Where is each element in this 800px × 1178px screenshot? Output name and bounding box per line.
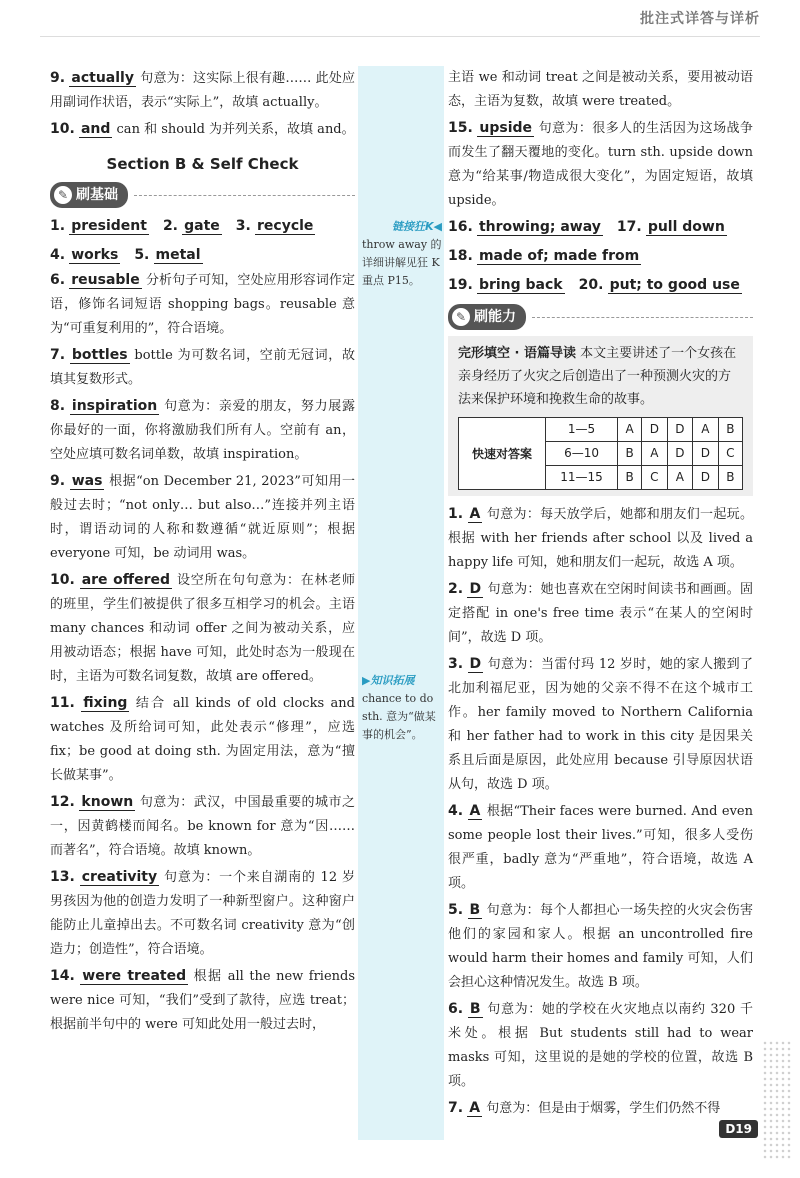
item-explanation: 句意为：当雷付玛 12 岁时，她的家人搬到了北加利福尼亚，因为她的父亲不得不在这个城市工作。her family moved to Northern California 和 her father had to work in this city 是因果关系且后面是原因，此处应用 because 引导原因状语从句，故选 D 项。 — [448, 657, 753, 792]
quick-answer — [134, 243, 202, 268]
item-answer: B — [469, 902, 481, 918]
item-number: 10. — [50, 572, 75, 588]
item-number: 6. — [448, 1001, 464, 1017]
item-explanation: 句意为：每天放学后，她都和朋友们一起玩。根据 with her friends after school 以及 lived a happy life 可知，她和朋友们一起玩，故选 A 项。 — [448, 507, 753, 570]
item-answer: inspiration — [71, 398, 158, 414]
item-number: 1. — [448, 506, 464, 522]
item-explanation: can 和 should 为并列关系，故填 and。 — [116, 122, 355, 137]
answer-cell: C — [718, 442, 742, 466]
item-answer: recycle — [257, 218, 314, 234]
item-answer: fixing — [83, 695, 128, 711]
item-explanation: 设空所在句句意为：在林老师的班里，学生们被提供了很多互相学习的机会。主语 many chances 和动词 offer 之间为被动关系，应用被动语态；根据 have 可知，此处时态为一般现在时，主语为可数名词复数，故填 are offered。 — [50, 573, 355, 684]
item-answer: D — [469, 656, 482, 672]
item-number: 20. — [578, 277, 604, 293]
answer-cell: D — [693, 466, 719, 490]
item-explanation: 句意为：但是由于烟雾，学生们仍然不得 — [486, 1101, 721, 1116]
item-answer: D — [469, 581, 482, 597]
item-answer: A — [469, 1100, 481, 1116]
answer-cell: D — [642, 418, 668, 442]
answer-cell: B — [718, 466, 742, 490]
item-answer: and — [80, 121, 111, 137]
cloze-intro: 本文主要讲述了一个女孩在亲身经历了火灾之后创造出了一种预测火灾的方法来保护环境和挽救生命的故事。 — [458, 346, 737, 407]
item-answer: are offered — [81, 572, 171, 588]
margin-note-text: chance to do sth. 意为“做某事的机会”。 — [362, 692, 436, 741]
quick-answer — [617, 215, 727, 240]
answer-cell: A — [642, 442, 668, 466]
item-number: 4. — [448, 803, 464, 819]
item-answer: upside — [479, 120, 533, 136]
badge-divider — [134, 195, 355, 196]
answer-cell: A — [667, 466, 693, 490]
answer-cell: D — [667, 418, 693, 442]
right-column — [448, 66, 753, 1123]
item-number: 6. — [50, 272, 66, 288]
badge-divider — [532, 317, 753, 318]
item-number: 3. — [448, 656, 464, 672]
page-header: 批注式详答与详析 — [640, 11, 760, 27]
item-answer: were treated — [82, 968, 187, 984]
item-number: 10. — [50, 121, 75, 137]
item-explanation: 句意为：她的学校在火灾地点以南约 320 千米处。根据 But students still had to wear masks 可知，这里说的是她的学校的位置，故选 B 项。 — [448, 1002, 753, 1089]
answer-cell: B — [618, 442, 642, 466]
quick-answer — [50, 214, 149, 239]
answer-item — [50, 865, 355, 962]
item-number: 15. — [448, 120, 473, 136]
answer-item — [50, 469, 355, 566]
answer-item — [448, 898, 753, 995]
answer-item — [448, 502, 753, 575]
item-number: 12. — [50, 794, 75, 810]
section-badge — [50, 182, 355, 208]
answer-item — [448, 652, 753, 797]
left-column — [50, 66, 355, 1039]
answer-item — [50, 394, 355, 467]
item-answer: bottles — [71, 347, 128, 363]
item-answer: known — [81, 794, 134, 810]
item-explanation: 句意为：很多人的生活因为这场战争而发生了翻天覆地的变化。turn sth. upside down 意为“给某事/物造成很大变化”，为固定短语，故填 upside。 — [448, 121, 753, 208]
answer-item — [448, 1096, 753, 1121]
quick-answer — [448, 244, 641, 269]
badge-pill — [50, 182, 128, 208]
margin-note-tag: ▶知识拓展 — [362, 674, 415, 687]
section-title: Section B & Self Check — [106, 155, 299, 173]
item-answer: pull down — [647, 219, 725, 235]
item-answer: president — [71, 218, 147, 234]
item-answer: metal — [155, 247, 201, 263]
answer-cell: B — [718, 418, 742, 442]
answer-item — [50, 117, 355, 142]
item-number: 8. — [50, 398, 66, 414]
item-explanation: 句意为：一个来自湖南的 12 岁男孩因为他的创造力发明了一种新型窗户。这种窗户能防止儿童掉出去。不可数名词 creativity 意为“创造力；创造性”，符合语境。 — [50, 870, 355, 957]
answer-cell: D — [667, 442, 693, 466]
badge-label: 刷基础 — [76, 187, 118, 203]
answer-item — [448, 116, 753, 213]
item-number: 5. — [134, 247, 150, 263]
answer-cell: A — [618, 418, 642, 442]
item-number: 1. — [50, 218, 66, 234]
item-answer: gate — [184, 218, 220, 234]
item-number: 4. — [50, 247, 66, 263]
answer-item — [50, 964, 355, 1037]
answer-item — [448, 799, 753, 896]
quick-answer — [50, 243, 120, 268]
item-explanation: 句意为：这实际上很有趣…… 此处应用副词作状语，表示“实际上”，故填 actually。 — [50, 71, 355, 110]
item-answer: bring back — [478, 277, 563, 293]
margin-note-knowledge — [362, 672, 442, 744]
answer-item — [448, 577, 753, 650]
item-number: 17. — [616, 219, 642, 235]
item-explanation: 句意为：亲爱的朋友，努力展露你最好的一面，你将激励我们所有人。空前有 an，空处应填可数名词单数，故填 inspiration。 — [50, 399, 355, 462]
brush-icon: ✎ — [452, 308, 470, 326]
answer-table — [458, 417, 743, 490]
quick-answer — [448, 273, 565, 298]
item-number: 7. — [448, 1100, 464, 1116]
margin-note-tag: 链接狂K◀ — [392, 220, 442, 233]
answer-table-label: 快速对答案 — [459, 418, 546, 490]
answer-table-row — [459, 418, 743, 442]
answer-range: 1—5 — [546, 418, 618, 442]
item-number: 19. — [448, 277, 473, 293]
page-number: D19 — [719, 1120, 758, 1138]
continued-text: 主语 we 和动词 treat 之间是被动关系，要用被动语态，主语为复数，故填 were treated。 — [448, 70, 753, 109]
item-explanation: bottle 为可数名词，空前无冠词，故填其复数形式。 — [50, 348, 355, 387]
item-answer: was — [71, 473, 103, 489]
item-number: 2. — [162, 218, 178, 234]
quick-answer — [579, 273, 742, 298]
cloze-title: 完形填空 · 语篇导读 — [458, 346, 576, 361]
margin-note-link — [362, 218, 442, 290]
item-answer: reusable — [71, 272, 140, 288]
edge-decoration — [762, 1040, 792, 1160]
answer-range: 11—15 — [546, 466, 618, 490]
item-explanation: 分析句子可知，空处应用形容词作定语，修饰名词短语 shopping bags。reusable 意为“可重复利用的”，符合语境。 — [50, 273, 355, 336]
answer-item — [50, 790, 355, 863]
quick-answer — [236, 214, 316, 239]
section-badge — [448, 304, 753, 330]
item-answer: actually — [71, 70, 134, 86]
item-answer: creativity — [81, 869, 158, 885]
item-number: 3. — [235, 218, 251, 234]
answer-range: 6—10 — [546, 442, 618, 466]
answer-item — [50, 268, 355, 341]
answer-cell: D — [693, 442, 719, 466]
item-number: 5. — [448, 902, 464, 918]
item-number: 9. — [50, 70, 66, 86]
answer-item — [448, 997, 753, 1094]
item-number: 7. — [50, 347, 66, 363]
item-answer: works — [71, 247, 119, 263]
item-answer: B — [469, 1001, 481, 1017]
header-divider — [40, 36, 760, 37]
badge-pill — [448, 304, 526, 330]
item-number: 18. — [448, 248, 473, 264]
answer-item — [50, 66, 355, 115]
item-number: 9. — [50, 473, 66, 489]
quick-answer — [163, 214, 222, 239]
item-explanation: 句意为：她也喜欢在空闲时间读书和画画。固定搭配 in one's free time 表示“在某人的空闲时间”，故选 D 项。 — [448, 582, 753, 645]
item-number: 13. — [50, 869, 75, 885]
item-explanation: 句意为：每个人都担心一场失控的火灾会伤害他们的家园和家人。根据 an uncontrolled fire would harm their homes and family 可知，人们会担心这种情况发生。故选 B 项。 — [448, 903, 753, 990]
item-answer: A — [469, 803, 481, 819]
answer-item — [50, 691, 355, 788]
quick-answer — [448, 215, 603, 240]
item-number: 2. — [448, 581, 464, 597]
item-answer: throwing; away — [478, 219, 601, 235]
item-explanation: 根据“Their faces were burned. And even some people lost their lives.”可知，很多人受伤很严重，badly 意为“严重地”，符合语境，故选 A 项。 — [448, 804, 753, 891]
item-number: 16. — [448, 219, 473, 235]
item-answer: A — [469, 506, 481, 522]
item-explanation: 根据“on December 21, 2023”可知用一般过去时；“not only… but also…”连接并列主语时，谓语动词的人称和数遵循“就近原则”；根据 everyone 可知，be 动词用 was。 — [50, 474, 356, 561]
item-explanation: 结合 all kinds of old clocks and watches 及所给词可知，此处表示“修理”，应选 fix；be good at doing sth. 为固定用法，意为“擅长做某事”。 — [50, 696, 355, 783]
answer-cell: A — [693, 418, 719, 442]
item-number: 14. — [50, 968, 75, 984]
answer-cell: B — [618, 466, 642, 490]
item-number: 11. — [50, 695, 75, 711]
quick-answers — [50, 214, 355, 268]
item-answer: made of; made from — [478, 248, 640, 264]
brush-icon: ✎ — [54, 186, 72, 204]
quick-answers — [448, 215, 753, 298]
cloze-intro-box — [448, 336, 753, 496]
item-answer: put; to good use — [609, 277, 740, 293]
answer-cell: C — [642, 466, 668, 490]
margin-note-text: throw away 的详细讲解见狂 K 重点 P15。 — [362, 238, 442, 287]
answer-item — [50, 568, 355, 689]
item-explanation: 句意为：武汉，中国最重要的城市之一，因黄鹤楼而闻名。be known for 意为“因……而著名”，符合语境。故填 known。 — [50, 795, 355, 858]
answer-item — [50, 343, 355, 392]
item-explanation: 根据 all the new friends were nice 可知，“我们”受到了款待，应选 treat；根据前半句中的 were 可知此处用一般过去时， — [50, 969, 355, 1032]
badge-label: 刷能力 — [474, 309, 516, 325]
